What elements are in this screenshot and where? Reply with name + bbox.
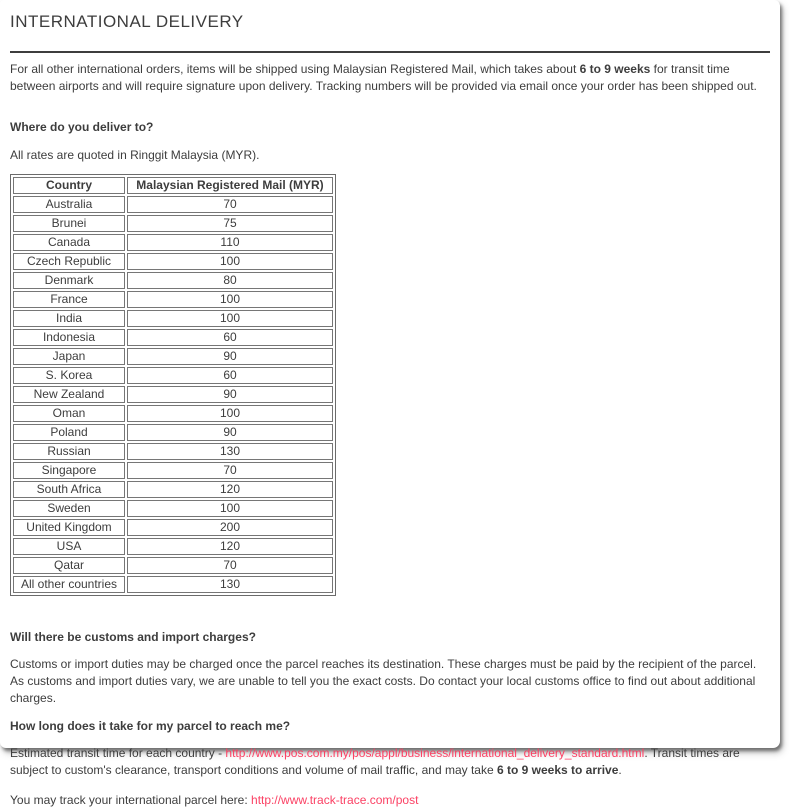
table-row bbox=[13, 234, 333, 251]
country-cell: S. Korea bbox=[13, 367, 125, 384]
title-divider bbox=[10, 51, 770, 53]
rate-cell: 130 bbox=[127, 443, 333, 460]
rate-cell: 100 bbox=[127, 291, 333, 308]
table-row bbox=[13, 272, 333, 289]
country-cell: Australia bbox=[13, 196, 125, 213]
country-cell: Russian bbox=[13, 443, 125, 460]
customs-heading: Will there be customs and import charges? bbox=[10, 630, 256, 644]
country-cell: Indonesia bbox=[13, 329, 125, 346]
rate-cell: 120 bbox=[127, 481, 333, 498]
country-cell: South Africa bbox=[13, 481, 125, 498]
country-cell: United Kingdom bbox=[13, 519, 125, 536]
rate-cell: 70 bbox=[127, 196, 333, 213]
country-cell: India bbox=[13, 310, 125, 327]
intro-bold-weeks: 6 to 9 weeks bbox=[579, 62, 651, 76]
rates-note: All rates are quoted in Ringgit Malaysia (MYR). bbox=[10, 148, 260, 162]
rate-cell: 110 bbox=[127, 234, 333, 251]
table-row bbox=[13, 424, 333, 441]
rate-cell: 90 bbox=[127, 424, 333, 441]
deliver-heading: Where do you deliver to? bbox=[10, 120, 154, 134]
rate-cell: 100 bbox=[127, 405, 333, 422]
rate-cell: 70 bbox=[127, 462, 333, 479]
table-row bbox=[13, 310, 333, 327]
transit-paragraph bbox=[10, 745, 770, 779]
transit-bold-weeks: 6 to 9 weeks to arrive bbox=[496, 763, 619, 777]
pos-transit-time-link[interactable]: http://www.pos.com.my/pos/appl/business/international_delivery_standard.html bbox=[225, 746, 645, 760]
table-row bbox=[13, 329, 333, 346]
table-header-row bbox=[13, 177, 333, 194]
table-row bbox=[13, 500, 333, 517]
intro-paragraph bbox=[10, 61, 770, 95]
transit-text-3: . bbox=[618, 763, 622, 777]
rate-cell: 200 bbox=[127, 519, 333, 536]
rate-cell: 100 bbox=[127, 500, 333, 517]
intro-text-2: for transit time between airports and will require signature upon delivery. Tracking numbers will be provided via email once your order has been shipped out. bbox=[10, 62, 757, 93]
country-cell: All other countries bbox=[13, 576, 125, 593]
rate-cell: 75 bbox=[127, 215, 333, 232]
rate-cell: 130 bbox=[127, 576, 333, 593]
rates-table-body bbox=[13, 196, 333, 593]
country-cell: France bbox=[13, 291, 125, 308]
table-row bbox=[13, 386, 333, 403]
transit-text-1: Estimated transit time for each country - bbox=[10, 746, 226, 760]
table-row bbox=[13, 196, 333, 213]
table-row bbox=[13, 348, 333, 365]
transit-text-2: . Transit times are subject to custom's clearance, transport conditions and volume of mail traffic, and may take bbox=[10, 746, 740, 777]
transit-heading: How long does it take for my parcel to reach me? bbox=[10, 719, 291, 733]
table-row bbox=[13, 538, 333, 555]
country-cell: Japan bbox=[13, 348, 125, 365]
table-row bbox=[13, 557, 333, 574]
table-row bbox=[13, 405, 333, 422]
rates-table bbox=[10, 174, 336, 596]
country-cell: Qatar bbox=[13, 557, 125, 574]
rate-cell: 90 bbox=[127, 348, 333, 365]
table-row bbox=[13, 443, 333, 460]
tracking-paragraph bbox=[10, 792, 770, 809]
table-row bbox=[13, 215, 333, 232]
country-cell: Poland bbox=[13, 424, 125, 441]
country-cell: Denmark bbox=[13, 272, 125, 289]
table-row bbox=[13, 253, 333, 270]
table-row bbox=[13, 519, 333, 536]
rate-cell: 100 bbox=[127, 310, 333, 327]
table-row bbox=[13, 481, 333, 498]
rate-cell: 80 bbox=[127, 272, 333, 289]
rate-cell: 60 bbox=[127, 367, 333, 384]
intro-text-1: For all other international orders, items will be shipped using Malaysian Registered Mail, which takes about bbox=[10, 62, 580, 76]
rate-cell: 70 bbox=[127, 557, 333, 574]
country-cell: Canada bbox=[13, 234, 125, 251]
country-column-header: Country bbox=[13, 177, 125, 194]
rate-cell: 60 bbox=[127, 329, 333, 346]
table-row bbox=[13, 367, 333, 384]
customs-paragraph: Customs or import duties may be charged once the parcel reaches its destination. These charges must be paid by the recipient of the parcel. As customs and import duties vary, we are unable to tell you the exact costs. Do contact your local customs office to find out about additional charges. bbox=[10, 657, 757, 705]
tracking-text: You may track your international parcel here: bbox=[10, 793, 252, 807]
rate-cell: 120 bbox=[127, 538, 333, 555]
table-row bbox=[13, 576, 333, 593]
country-cell: Singapore bbox=[13, 462, 125, 479]
country-cell: Oman bbox=[13, 405, 125, 422]
rate-cell: 100 bbox=[127, 253, 333, 270]
table-row bbox=[13, 291, 333, 308]
track-trace-link[interactable]: http://www.track-trace.com/post bbox=[251, 793, 419, 807]
country-cell: Sweden bbox=[13, 500, 125, 517]
country-cell: Brunei bbox=[13, 215, 125, 232]
table-row bbox=[13, 462, 333, 479]
country-cell: New Zealand bbox=[13, 386, 125, 403]
country-cell: USA bbox=[13, 538, 125, 555]
rate-column-header: Malaysian Registered Mail (MYR) bbox=[127, 177, 333, 194]
rate-cell: 90 bbox=[127, 386, 333, 403]
country-cell: Czech Republic bbox=[13, 253, 125, 270]
page-title: INTERNATIONAL DELIVERY bbox=[10, 12, 244, 31]
